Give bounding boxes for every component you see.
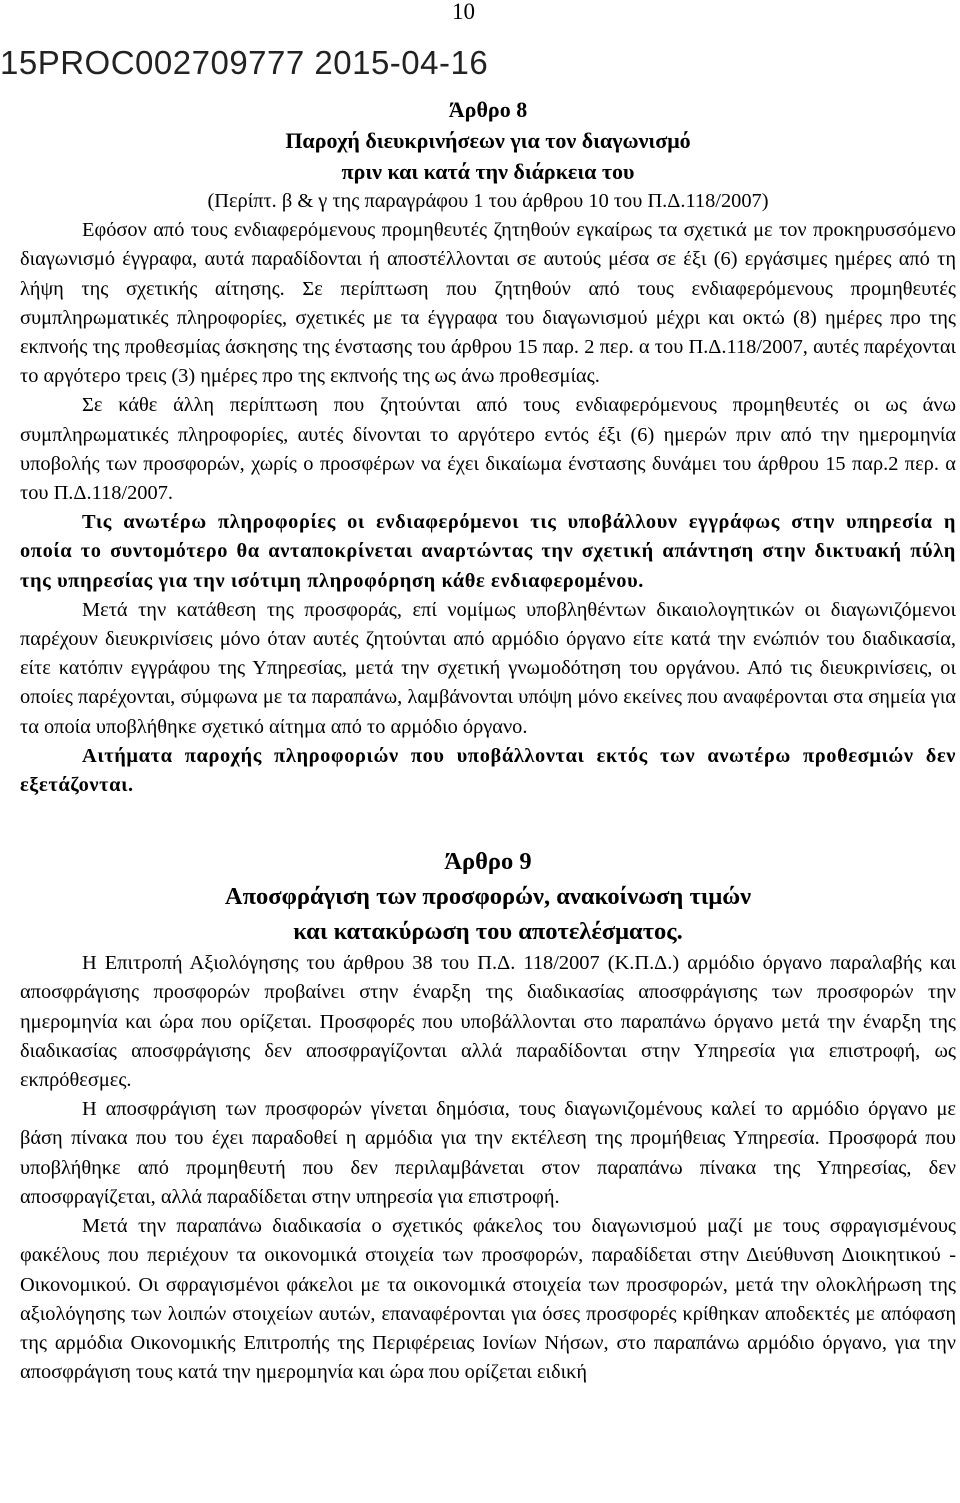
article-8-subtitle-line-1: Παροχή διευκρινήσεων για τον διαγωνισμό xyxy=(285,128,691,153)
article-8-paragraph-3: Μετά την κατάθεση της προσφοράς, επί νομίμως υποβληθέντων δικαιολογητικών οι διαγωνιζόμενοι παρέχουν διευκρινίσεις μόνο όταν αυτές ζητούνται από αρμόδιο όργανο είτε κατά την ενώπιόν του διαδικασία, είτε κατόπιν εγγράφου της Υπηρεσίας, μετά την σχετική γνωμοδότηση του οργάνου. Από τις διευκρινίσεις, οι οποίες παρέχονται, σύμφωνα με τα παραπάνω, λαμβάνονται υπόψη μόνο εκείνες που αναφέρονται στα σημεία για τα οποία υποβλήθηκε σχετικό αίτημα από το αρμόδιο όργανο. xyxy=(20,598,956,738)
article-8-subtitle-line-2: πριν και κατά την διάρκεια του xyxy=(341,159,635,184)
document-id-stamp: 15PROC002709777 2015-04-16 xyxy=(0,44,489,81)
article-9-paragraph-3: Μετά την παραπάνω διαδικασία ο σχετικός φάκελος του διαγωνισμού μαζί με τους σφραγισμένους φακέλους που περιέχουν τα οικονομικά στοιχεία των προσφορών, παραδίδεται στην Διεύθυνση Διοικητικού - Οικονομικού. Οι σφραγισμένοι φάκελοι με τα οικονομικά στοιχεία των προσφορών, μετά την ολοκλήρωση της αξιολόγησης των λοιπών στοιχείων αυτών, επαναφέρονται για όσες προσφορές κρίθηκαν αποδεκτές με απόφαση της αρμόδια Οικονομικής Επιτροπής της Περιφέρειας Ιονίων Νήσων, στο παραπάνω αρμόδιο όργανο, για την αποσφράγιση τους κατά την ημερομηνία και ώρα που ορίζεται ειδική xyxy=(20,1215,956,1384)
article-8-title: Άρθρο 8 xyxy=(448,97,528,122)
article-8-bold-paragraph-2: Αιτήματα παροχής πληροφοριών που υποβάλλονται εκτός των ανωτέρω προθεσμιών δεν εξετάζονται. xyxy=(20,744,956,797)
page-number: 10 xyxy=(452,0,475,24)
article-9-title: Άρθρο 9 xyxy=(444,848,532,876)
document-body xyxy=(20,94,956,1387)
article-9-subtitle-line-1: Αποσφράγιση των προσφορών, ανακοίνωση τιμών xyxy=(224,883,752,911)
article-8-paragraph-2: Σε κάθε άλλη περίπτωση που ζητούνται από τους ενδιαφερόμενους προμηθευτές οι ως άνω συμπληρωματικές πληροφορίες, αυτές δίνονται το αργότερο εντός έξι (6) ημερών πριν από την ημερομηνία υποβολής των προσφορών, χωρίς ο προσφέρων να έχει δικαίωμα ένστασης δυνάμει του άρθρου 15 παρ.2 περ. α του Π.Δ.118/2007. xyxy=(20,394,956,505)
article-9-subtitle-line-2: και κατακύρωση του αποτελέσματος. xyxy=(293,918,683,946)
article-8-paragraph-1: Εφόσον από τους ενδιαφερόμενους προμηθευτές ζητηθούν εγκαίρως τα σχετικά με τον προκηρυσσόμενο διαγωνισμό έγγραφα, αυτά παραδίδονται ή αποστέλλονται σε αυτούς μέσα σε έξι (6) εργάσιμες ημέρες από τη λήψη της σχετικής αίτησης. Σε περίπτωση που ζητηθούν από τους ενδιαφερόμενους προμηθευτές συμπληρωματικές πληροφορίες, σχετικές με τα έγγραφα του διαγωνισμού μέχρι και οκτώ (8) ημέρες προ της εκπνοής της προθεσμίας άσκησης της ένστασης του άρθρου 15 παρ. 2 περ. α του Π.Δ.118/2007, αυτές παρέχονται το αργότερο τρεις (3) ημέρες προ της εκπνοής της ως άνω προθεσμίας. xyxy=(20,219,956,388)
article-9-paragraph-2: Η αποσφράγιση των προσφορών γίνεται δημόσια, τους διαγωνιζομένους καλεί το αρμόδιο όργανο με βάση πίνακα που του έχει παραδοθεί η αρμόδια για την εκτέλεση της προμήθειας Υπηρεσία. Προσφορά που υποβλήθηκε από προμηθευτή που δεν περιλαμβάνεται στον παραπάνω πίνακα της Υπηρεσίας, δεν αποσφραγίζεται, αλλά παραδίδεται στην υπηρεσία για επιστροφή. xyxy=(20,1098,956,1208)
article-8-reference: (Περίπτ. β & γ της παραγράφου 1 του άρθρου 10 του Π.Δ.118/2007) xyxy=(207,190,769,212)
article-8-bold-paragraph-1: Τις ανωτέρω πληροφορίες οι ενδιαφερόμενοι τις υποβάλλουν εγγράφως στην υπηρεσία η οποία το συντομότερο θα ανταποκρίνεται αναρτώντας την σχετική απάντηση στην δικτυακή πύλη της υπηρεσίας για την ισότιμη πληροφόρηση κάθε ενδιαφερομένου. xyxy=(20,511,956,592)
section-gap xyxy=(20,800,956,844)
article-9-paragraph-1: Η Επιτροπή Αξιολόγησης του άρθρου 38 του Π.Δ. 118/2007 (Κ.Π.Δ.) αρμόδιο όργανο παραλαβής και αποσφράγισης προσφορών προβαίνει στην έναρξη της διαδικασίας αποσφράγισης των προσφορών την ημερομηνία και ώρα που ορίζεται. Προσφορές που υποβάλλονται στο παραπάνω όργανο μετά την έναρξη της διαδικασίας αποσφράγισης δεν αποσφραγίζονται αλλά παραδίδονται στην Υπηρεσία για επιστροφή, ως εκπρόθεσμες. xyxy=(20,952,956,1092)
